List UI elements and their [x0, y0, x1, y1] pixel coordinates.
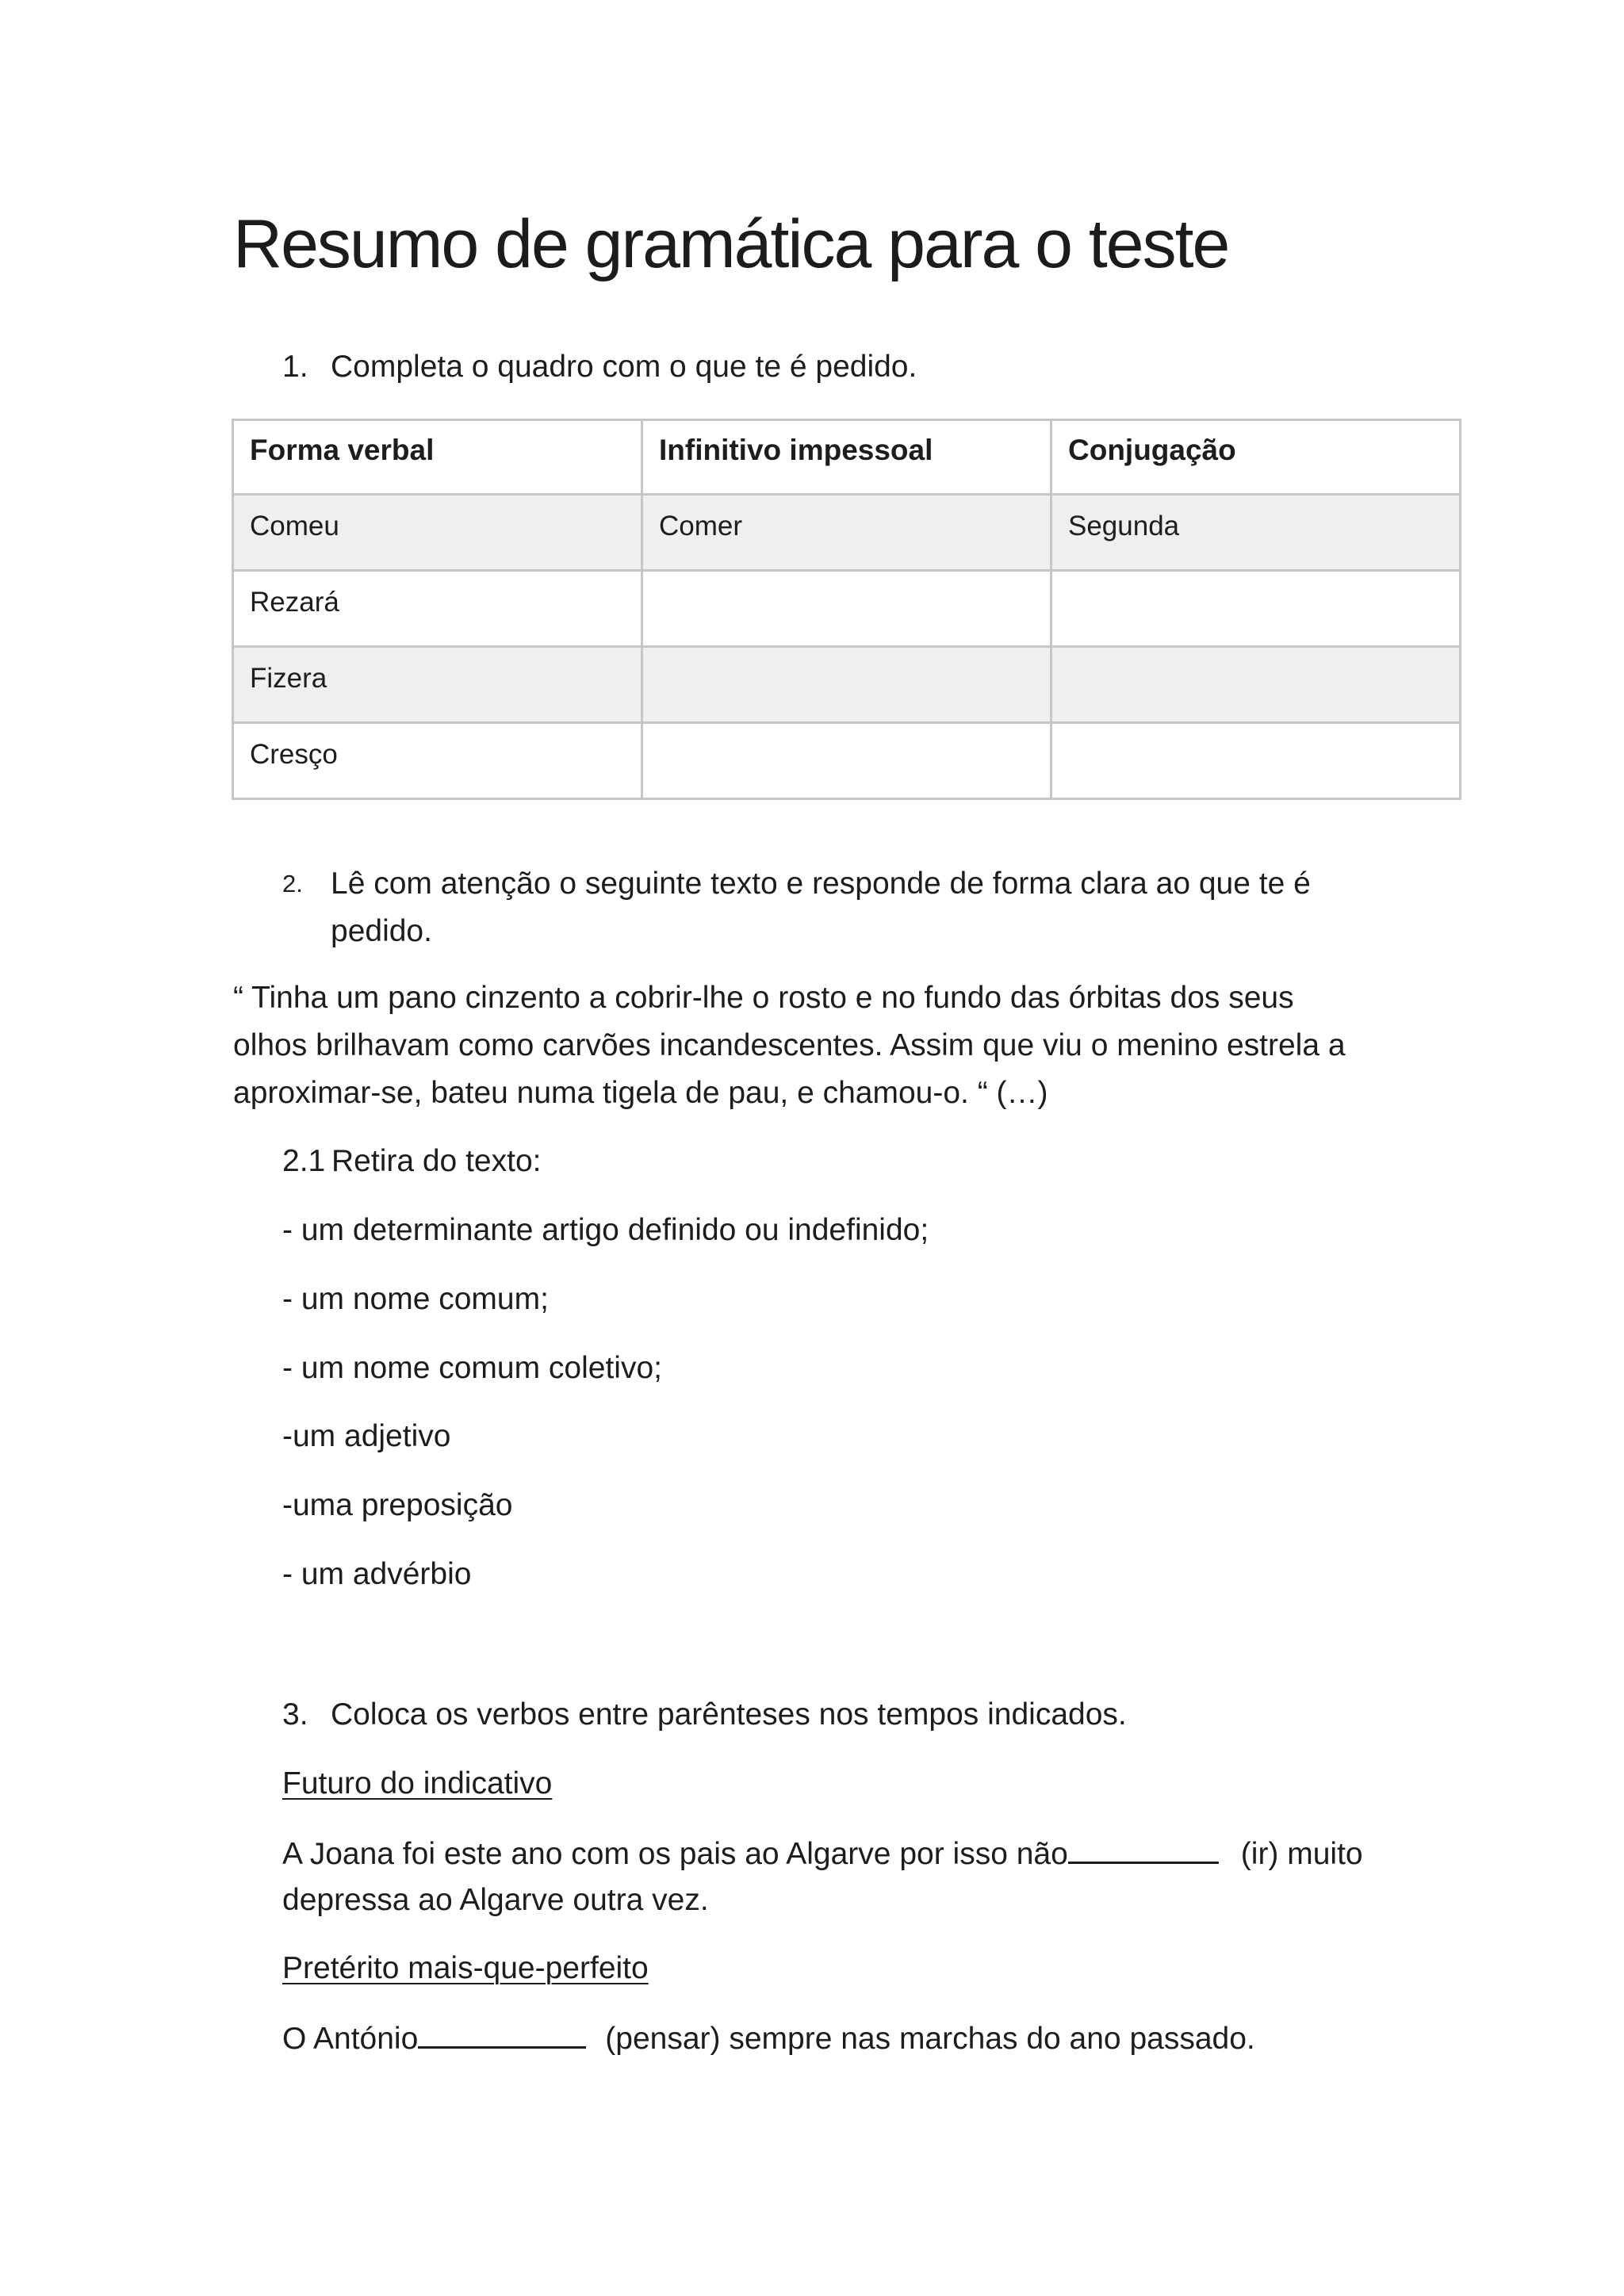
list-item-preposicao: -uma preposição [282, 1488, 513, 1522]
question-2-number: 2. [282, 870, 303, 897]
question-3-number: 3. [282, 1697, 308, 1732]
page-title: Resumo de gramática para o teste [233, 206, 1229, 282]
list-item-nome-coletivo: - um nome comum coletivo; [282, 1351, 662, 1385]
table-row [233, 571, 1461, 647]
futuro-sentence-line1 [282, 1833, 1363, 1874]
quote-line-2: olhos brilhavam como carvões incandescentes. Assim que viu o menino estrela a [233, 1028, 1346, 1062]
verb-table-header-row [233, 420, 1461, 495]
question-3-prompt: Coloca os verbos entre parênteses nos tempos indicados. [331, 1697, 1127, 1732]
cell-conjugacao-blank[interactable] [1051, 647, 1461, 723]
futuro-sentence-part-a: A Joana foi este ano com os pais ao Algarve por isso não [282, 1837, 1068, 1871]
table-row [233, 495, 1461, 571]
quote-line-1: “ Tinha um pano cinzento a cobrir-lhe o rosto e no fundo das órbitas dos seus [233, 981, 1294, 1015]
table-row [233, 723, 1461, 799]
answer-blank-ir[interactable] [1068, 1833, 1219, 1864]
table-row [233, 647, 1461, 723]
cell-forma-verbal: Rezará [233, 571, 642, 647]
cell-conjugacao-blank[interactable] [1051, 723, 1461, 799]
cell-forma-verbal: Fizera [233, 647, 642, 723]
cell-conjugacao-blank[interactable] [1051, 571, 1461, 647]
question-2-prompt-line2: pedido. [331, 914, 432, 948]
cell-infinitivo-blank[interactable] [642, 647, 1051, 723]
question-2-prompt-line1: Lê com atenção o seguinte texto e responde de forma clara ao que te é [331, 867, 1311, 901]
header-infinitivo-impessoal: Infinitivo impessoal [642, 420, 1051, 495]
list-item-determinante: - um determinante artigo definido ou indefinido; [282, 1213, 929, 1247]
cell-infinitivo: Comer [642, 495, 1051, 571]
answer-blank-pensar[interactable] [418, 2018, 586, 2049]
cell-infinitivo-blank[interactable] [642, 723, 1051, 799]
question-1-number: 1. [282, 350, 308, 384]
cell-conjugacao: Segunda [1051, 495, 1461, 571]
list-item-nome-comum: - um nome comum; [282, 1282, 549, 1316]
section-futuro-heading: Futuro do indicativo [282, 1766, 553, 1800]
question-2-1-number: 2.1 [282, 1144, 326, 1178]
header-conjugacao: Conjugação [1051, 420, 1461, 495]
list-item-adjetivo: -um adjetivo [282, 1419, 451, 1453]
cell-forma-verbal: Cresço [233, 723, 642, 799]
cell-forma-verbal: Comeu [233, 495, 642, 571]
futuro-sentence-line2: depressa ao Algarve outra vez. [282, 1883, 709, 1917]
question-1-prompt: Completa o quadro com o que te é pedido. [331, 350, 917, 384]
list-item-adverbio: - um advérbio [282, 1557, 472, 1591]
preterito-sentence [282, 2018, 1255, 2059]
verb-table [232, 419, 1461, 800]
question-2-1-prompt: Retira do texto: [331, 1144, 542, 1178]
futuro-sentence-part-b: (ir) muito [1240, 1837, 1363, 1871]
cell-infinitivo-blank[interactable] [642, 571, 1051, 647]
header-forma-verbal: Forma verbal [233, 420, 642, 495]
preterito-sentence-part-b: (pensar) sempre nas marchas do ano passado. [605, 2022, 1255, 2056]
section-preterito-heading: Pretérito mais-que-perfeito [282, 1951, 649, 1985]
quote-line-3: aproximar-se, bateu numa tigela de pau, e chamou-o. “ (…) [233, 1076, 1048, 1110]
preterito-sentence-part-a: O António [282, 2022, 419, 2056]
